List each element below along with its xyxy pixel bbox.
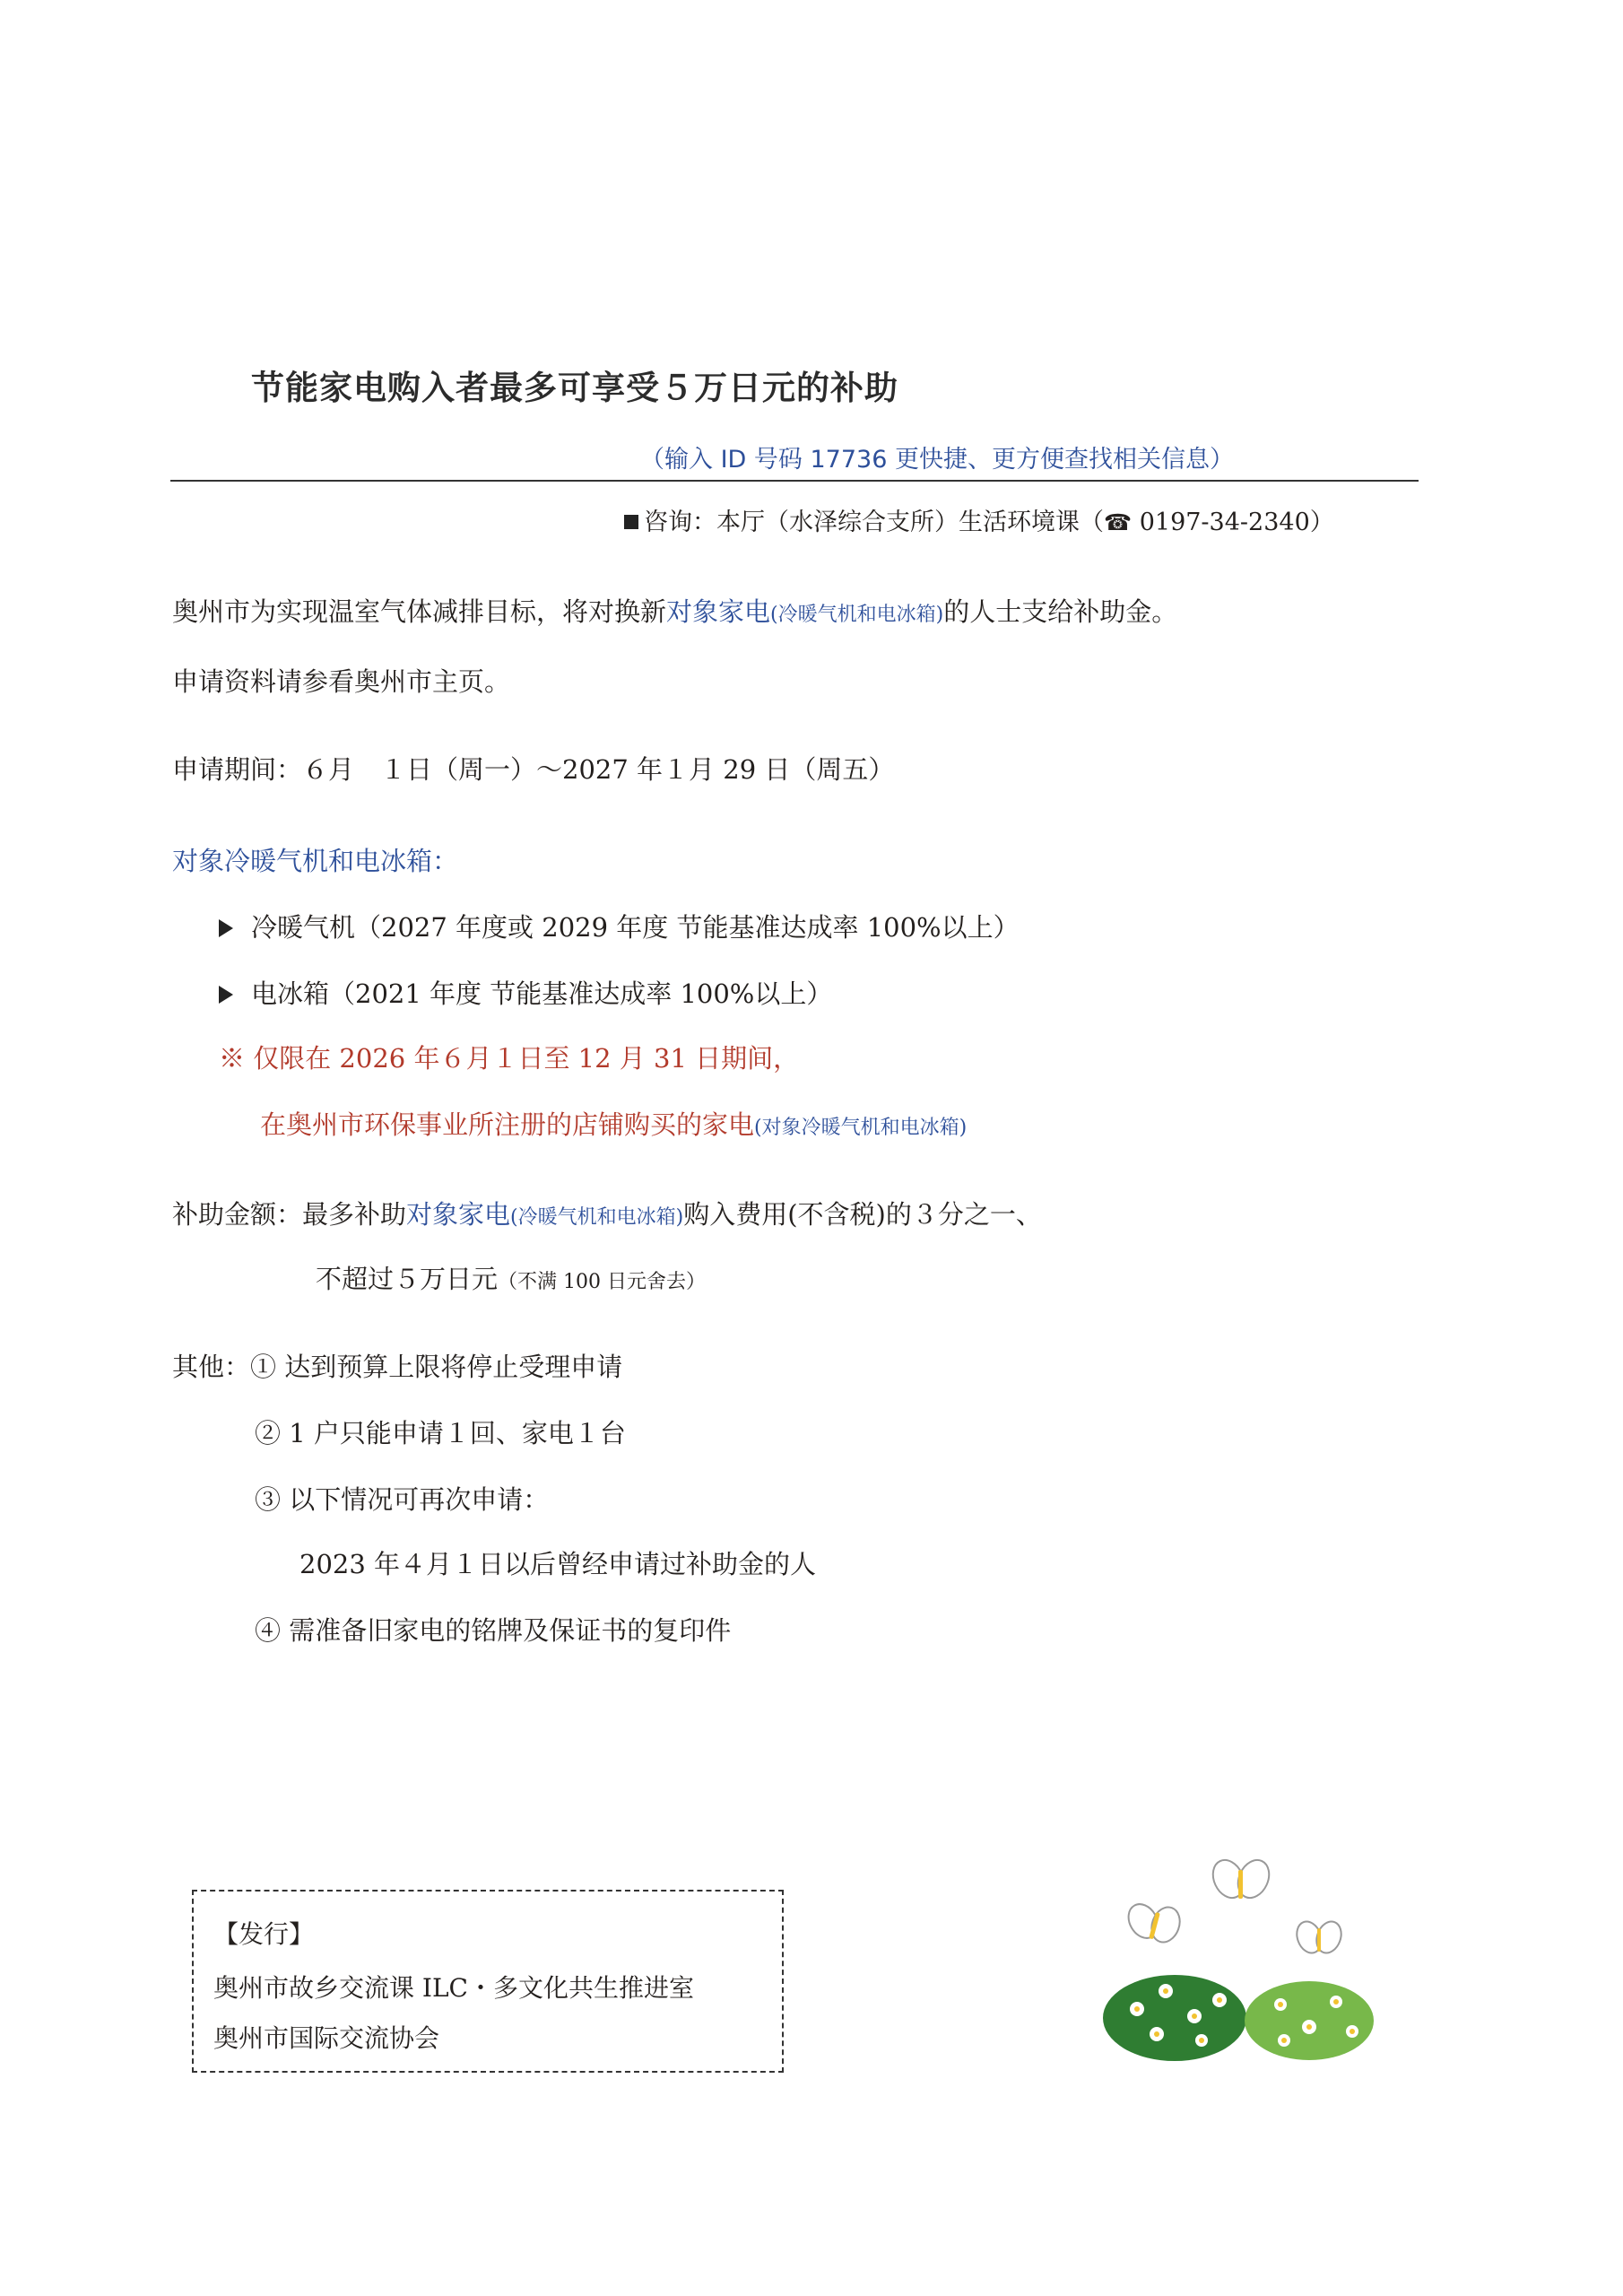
publisher-line-2: 奥州市国际交流协会: [213, 2023, 440, 2053]
target-item-text: 电冰箱（2021 年度 节能基准达成率 100%以上）: [251, 978, 833, 1009]
amount-target-detail: (冷暖气机和电冰箱): [510, 1206, 684, 1229]
subsidy-amount-line-1: [172, 1195, 1042, 1231]
intro-target: 对象家电: [666, 596, 771, 627]
other-item-text: ① 达到预算上限将停止受理申请: [250, 1352, 623, 1382]
other-item-2: ② 1 户只能申请１回、家电１台: [255, 1418, 626, 1448]
other-item-4: ④ 需准备旧家电的铭牌及保证书的复印件: [255, 1615, 732, 1646]
other-label: 其他：: [172, 1352, 251, 1382]
purchase-note-2: [260, 1105, 967, 1142]
butterfly-icon: [1293, 1918, 1346, 1957]
amount-label: 补助金额：最多补助: [172, 1199, 407, 1230]
intro-text: 奥州市为实现温室气体减排目标，将对换新: [172, 596, 667, 627]
publisher-box: [192, 1890, 784, 2073]
amount-cap: 不超过５万日元: [316, 1264, 499, 1294]
contact-department: 本厅（水泽综合支所）生活环境课（: [716, 509, 1104, 536]
phone-icon: ☎: [1104, 509, 1133, 535]
purchase-note-1: ※ 仅限在 2026 年６月１日至 12 月 31 日期间，: [219, 1043, 800, 1074]
butterfly-icon: [1207, 1855, 1275, 1902]
bush-icon: [1103, 1975, 1374, 2061]
other-item-1: [172, 1347, 622, 1384]
amount-target: 对象家电: [406, 1199, 511, 1230]
square-bullet-icon: [624, 515, 638, 529]
intro-text-end: 的人士支给补助金。: [943, 596, 1178, 627]
target-item-fridge: [219, 974, 832, 1011]
purchase-note-target: (对象冷暖气机和电冰箱): [754, 1117, 968, 1139]
target-item-text: 冷暖气机（2027 年度或 2029 年度 节能基准达成率 100%以上）: [251, 912, 1020, 943]
triangle-bullet-icon: [219, 919, 233, 937]
publisher-line-1: 奥州市故乡交流课 ILC・多文化共生推进室: [213, 1973, 694, 2003]
amount-rest: 购入费用(不含税)的３分之一、: [683, 1199, 1042, 1230]
target-item-aircon: [219, 908, 1020, 944]
title-divider: [170, 480, 1419, 482]
amount-rounding-note: （不满 100 日元舍去）: [498, 1271, 706, 1293]
application-period: 申请期间：６月 １日（周一）～2027 年１月 29 日（周五）: [172, 754, 895, 785]
id-hint: （输入 ID 号码 17736 更快捷、更方便查找相关信息）: [640, 446, 1234, 474]
targets-heading: 对象冷暖气机和电冰箱：: [172, 846, 459, 876]
page-title: 节能家电购入者最多可享受５万日元的补助: [251, 369, 898, 407]
other-item-3: ③ 以下情况可再次申请：: [255, 1484, 550, 1515]
subsidy-amount-line-2: [316, 1259, 706, 1296]
butterfly-icon: [1123, 1899, 1185, 1946]
contact-label: 咨询：: [644, 509, 716, 536]
publisher-heading: 【发行】: [213, 1919, 315, 1949]
contact-phone: 0197-34-2340）: [1132, 509, 1334, 536]
purchase-note-text: 在奥州市环保事业所注册的店铺购买的家电: [260, 1109, 755, 1140]
butterflies-bush-illustration: [1094, 1848, 1381, 2063]
intro-line-1: [172, 592, 1177, 629]
intro-line-2: 申请资料请参看奥州市主页。: [172, 666, 511, 697]
intro-target-detail: (冷暖气机和电冰箱): [770, 604, 944, 626]
other-item-3-detail: 2023 年４月１日以后曾经申请过补助金的人: [299, 1549, 817, 1579]
triangle-bullet-icon: [219, 986, 233, 1004]
contact-line: [624, 502, 1334, 537]
